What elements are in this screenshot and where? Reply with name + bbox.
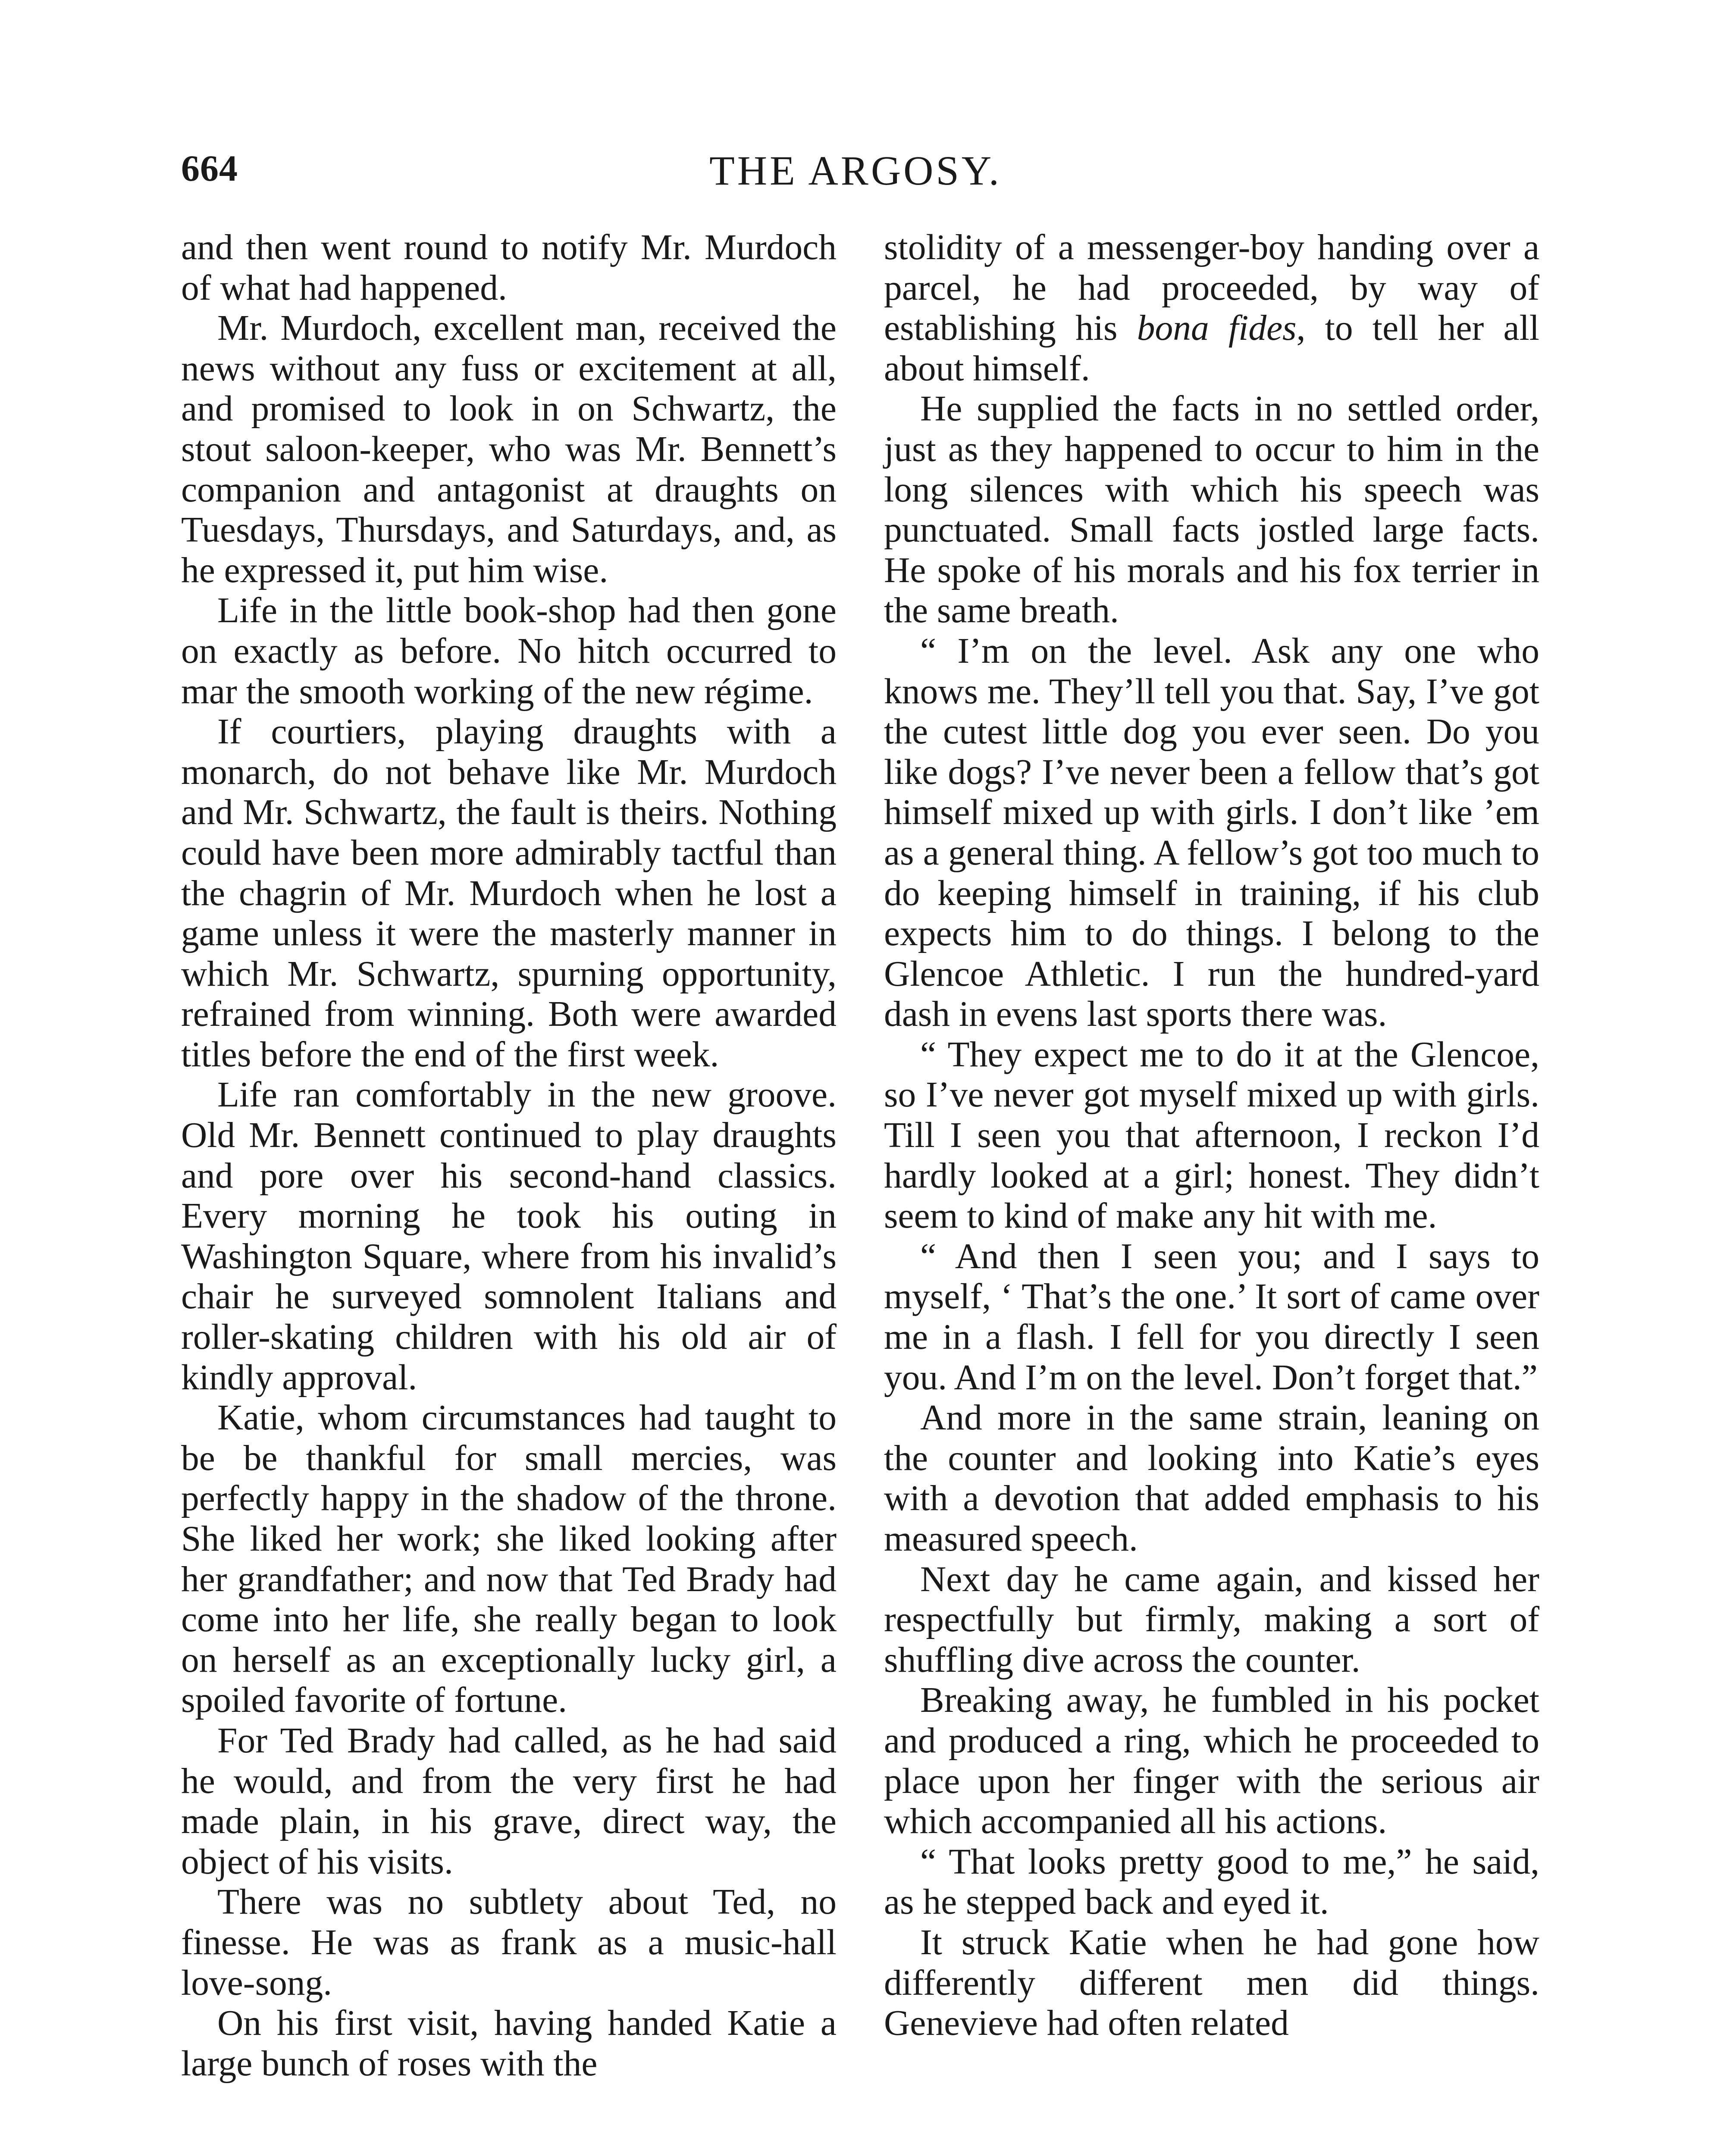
paragraph: Life ran comfortably in the new groove. Old Mr. Bennett continued to play draughts and pore over his second-hand classics. Every morning he took his outing in Washington Square, where from his invalid’s chair he surveyed somnolent Italians and roller-skating children with his old air of kindly approval. (181, 1075, 837, 1398)
italic-phrase: bona fides (1137, 308, 1297, 348)
paragraph: and then went round to notify Mr. Murdoch of what had happened. (181, 228, 837, 308)
running-title: THE ARGOSY. (709, 147, 1002, 194)
paragraph: On his first visit, having handed Katie a large bunch of roses with the (181, 2003, 837, 2084)
paragraph: Next day he came again, and kissed her respectfully but firmly, making a sort of shuffling dive across the counter. (884, 1559, 1539, 1680)
paragraph: He supplied the facts in no settled order, just as they happened to occur to him in the long silences with which his speech was punctuated. Small facts jostled large facts. He spoke of his morals and his fox terrier in the same breath. (884, 389, 1539, 631)
paragraph: Breaking away, he fumbled in his pocket and produced a ring, which he proceeded to place upon her finger with the serious air which accompanied all his actions. (884, 1680, 1539, 1842)
paragraph: “ I’m on the level. Ask any one who knows me. They’ll tell you that. Say, I’ve got the cutest little dog you ever seen. Do you like dogs? I’ve never been a fellow that’s got himself mixed up with girls. I don’t like ’em as a general thing. A fellow’s got too much to do keeping himself in training, if his club expects him to do things. I belong to the Glencoe Athletic. I run the hundred-yard dash in evens last sports there was. (884, 631, 1539, 1034)
paragraph: “ They expect me to do it at the Glencoe, so I’ve never got myself mixed up with girls. Till I seen you that afternoon, I reckon I’d hardly looked at a girl; honest. They didn’t seem to kind of make any hit with me. (884, 1034, 1539, 1236)
left-column (181, 228, 837, 2084)
paragraph: Life in the little book-shop had then gone on exactly as before. No hitch occurred to mar the smooth working of the new régime. (181, 591, 837, 711)
paragraph: Katie, whom circumstances had taught to be be thankful for small mercies, was perfectly happy in the shadow of the throne. She liked her work; she liked looking after her grandfather; and now that Ted Brady had come into her life, she really began to look on herself as an exceptionally lucky girl, a spoiled favorite of fortune. (181, 1398, 837, 1720)
paragraph: Mr. Murdoch, excellent man, received the news without any fuss or excitement at all, and promised to look in on Schwartz, the stout saloon-keeper, who was Mr. Bennett’s companion and antagonist at draughts on Tuesdays, Thursdays, and Saturdays, and, as he expressed it, put him wise. (181, 308, 837, 590)
paragraph: “ And then I seen you; and I says to myself, ‘ That’s the one.’ It sort of came over me in a flash. I fell for you directly I seen you. And I’m on the level. Don’t forget that.” (884, 1236, 1539, 1398)
right-column (884, 228, 1539, 2044)
paragraph: stolidity of a messenger-boy handing over a parcel, he had proceeded, by way of establishing his bona fides, to tell her all about himself. (884, 228, 1539, 389)
paragraph: For Ted Brady had called, as he had said he would, and from the very first he had made plain, in his grave, direct way, the object of his visits. (181, 1720, 837, 1882)
paragraph: It struck Katie when he had gone how differently different men did things. Genevieve had often related (884, 1922, 1539, 2043)
paragraph: And more in the same strain, leaning on the counter and looking into Katie’s eyes with a devotion that added emphasis to his measured speech. (884, 1398, 1539, 1559)
paragraph: “ That looks pretty good to me,” he said, as he stepped back and eyed it. (884, 1842, 1539, 1922)
paragraph: There was no subtlety about Ted, no finesse. He was as frank as a music-hall love-song. (181, 1882, 837, 2003)
paragraph: If courtiers, playing draughts with a monarch, do not behave like Mr. Murdoch and Mr. Schwartz, the fault is theirs. Nothing could have been more admirably tactful than the chagrin of Mr. Murdoch when he lost a game unless it were the masterly manner in which Mr. Schwartz, spurning opportunity, refrained from winning. Both were awarded titles before the end of the first week. (181, 712, 837, 1075)
page-number: 664 (181, 147, 238, 189)
